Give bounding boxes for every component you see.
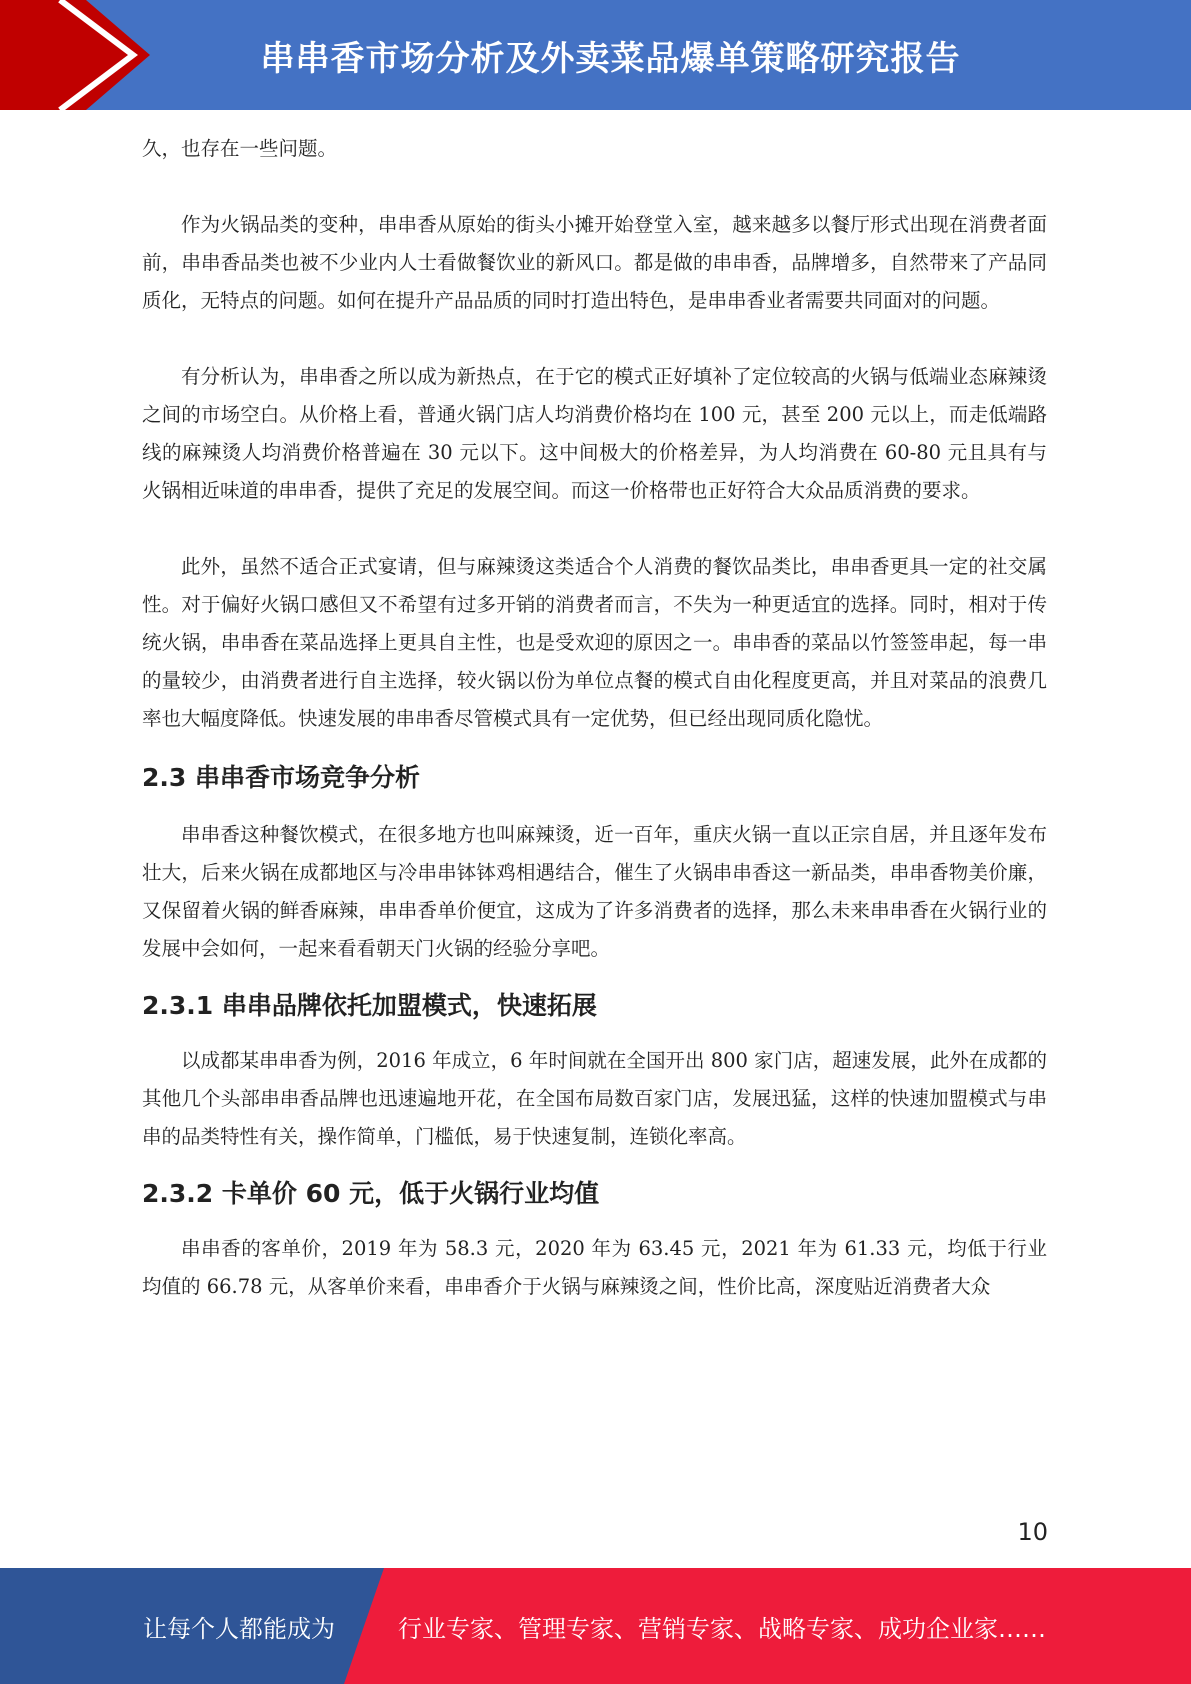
page-header	[0, 0, 1191, 110]
main-content	[142, 130, 1047, 1306]
footer-slogan-left: 让每个人都能成为	[143, 1614, 335, 1643]
page-footer	[0, 1568, 1191, 1684]
paragraph: 以成都某串串香为例，2016 年成立，6 年时间就在全国开出 800 家门店，超速发展，此外在成都的其他几个头部串串香品牌也迅速遍地开花，在全国布局数百家门店，发展迅猛，这样的快速加盟模式与串串的品类特性有关，操作简单，门槛低，易于快速复制，连锁化率高。	[142, 1049, 1047, 1148]
section-heading-2-3: 2.3 串串香市场竞争分析	[142, 763, 420, 792]
document-title: 串串香市场分析及外卖菜品爆单策略研究报告	[260, 38, 961, 79]
paragraph: 串串香这种餐饮模式，在很多地方也叫麻辣烫，近一百年，重庆火锅一直以正宗自居，并且逐年发布壮大，后来火锅在成都地区与冷串串钵钵鸡相遇结合，催生了火锅串串香这一新品类，串串香物美价廉，又保留着火锅的鲜香麻辣，串串香单价便宜，这成为了许多消费者的选择，那么未来串串香在火锅行业的发展中会如何，一起来看看朝天门火锅的经验分享吧。	[142, 823, 1047, 960]
footer-slogan-right: 行业专家、管理专家、营销专家、战略专家、成功企业家……	[398, 1614, 1046, 1643]
paragraph: 串串香的客单价，2019 年为 58.3 元，2020 年为 63.45 元，2021 年为 61.33 元，均低于行业均值的 66.78 元，从客单价来看，串串香介于火锅与麻辣烫之间，性价比高，深度贴近消费者大众	[142, 1237, 1047, 1298]
paragraph: 久，也存在一些问题。	[142, 137, 338, 160]
section-heading-2-3-1: 2.3.1 串串品牌依托加盟模式，快速拓展	[142, 991, 597, 1020]
paragraph: 作为火锅品类的变种，串串香从原始的街头小摊开始登堂入室，越来越多以餐厅形式出现在消费者面前，串串香品类也被不少业内人士看做餐饮业的新风口。都是做的串串香，品牌增多，自然带来了产品同质化，无特点的问题。如何在提升产品品质的同时打造出特色，是串串香业者需要共同面对的问题。	[142, 213, 1047, 312]
paragraph: 有分析认为，串串香之所以成为新热点，在于它的模式正好填补了定位较高的火锅与低端业态麻辣烫之间的市场空白。从价格上看，普通火锅门店人均消费价格均在 100 元，甚至 200 元以上，而走低端路线的麻辣烫人均消费价格普遍在 30 元以下。这中间极大的价格差异，为人均消费在 60-80 元且具有与火锅相近味道的串串香，提供了充足的发展空间。而这一价格带也正好符合大众品质消费的要求。	[142, 365, 1047, 502]
page-number: 10	[1017, 1518, 1048, 1546]
paragraph: 此外，虽然不适合正式宴请，但与麻辣烫这类适合个人消费的餐饮品类比，串串香更具一定的社交属性。对于偏好火锅口感但又不希望有过多开销的消费者而言，不失为一种更适宜的选择。同时，相对于传统火锅，串串香在菜品选择上更具自主性，也是受欢迎的原因之一。串串香的菜品以竹签签串起，每一串的量较少，由消费者进行自主选择，较火锅以份为单位点餐的模式自由化程度更高，并且对菜品的浪费几率也大幅度降低。快速发展的串串香尽管模式具有一定优势，但已经出现同质化隐忧。	[142, 555, 1047, 730]
section-heading-2-3-2: 2.3.2 卡单价 60 元，低于火锅行业均值	[142, 1179, 600, 1208]
